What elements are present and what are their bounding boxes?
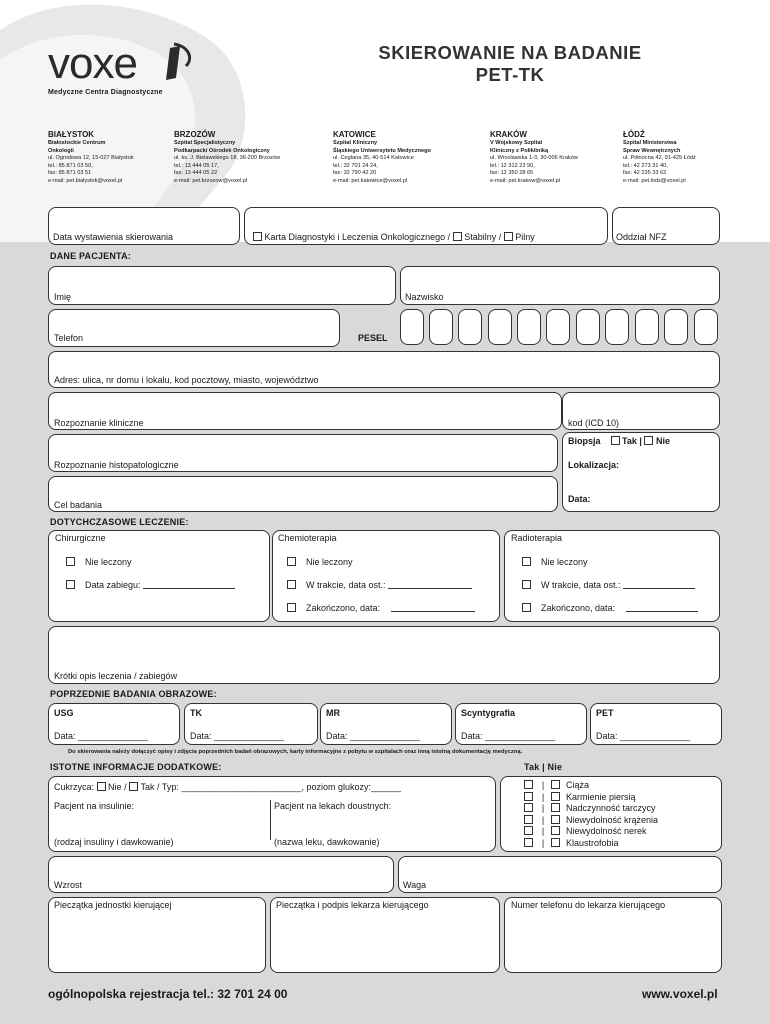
radio-title: Radioterapia [511,533,563,543]
card-options [253,232,535,242]
voxel-logo [48,40,198,88]
institution-line: Szpital Kliniczny [333,140,378,146]
address-line: ul. Ceglana 35, 40-514 Katowice [333,155,414,162]
location-lodz [623,130,733,186]
institution-line: Onkologii [48,147,74,154]
condition-no-checkbox[interactable] [551,780,560,789]
separator: / [124,782,127,792]
radio-ongoing-line[interactable] [623,580,695,589]
email-line: e-mail: pet.bialystok@voxel.pl [48,177,123,184]
option-label: Nie leczony [85,557,132,567]
imaging-note: Do skierowania należy dołączyć opisy i zdjęcia poprzednich badań obrazowych, karty informacyjne z pobytu w szpitalach oraz inną istotną dokumentację medyczną. [68,749,523,755]
city-name: BIAŁYSTOK [48,130,95,139]
fax-line: fax: 32 790 42 20 [333,170,377,177]
condition-label: Karmienie piersią [566,792,636,802]
tagline: Medyczne Centra Diagnostyczne [48,89,163,96]
diabetes-no-label: Nie [108,782,122,792]
oral-meds-hint: (nazwa leku, dawkowanie) [274,837,380,847]
stable-checkbox[interactable] [453,232,462,241]
institution-line: Śląskiego Uniwersytetu Medycznego [333,147,431,154]
condition-yes-checkbox[interactable] [524,780,533,789]
biopsy-date-label: Data: [568,494,591,504]
phone-line: tel.: 32 701 24 24, [333,162,378,169]
surgery-title: Chirurgiczne [55,533,106,543]
biopsy-yes-checkbox[interactable] [611,436,620,445]
condition-no-checkbox[interactable] [551,803,560,812]
biopsy-row [568,436,670,446]
location-krakow [490,130,640,186]
chemo-finished-row [287,603,475,613]
condition-yes-checkbox[interactable] [524,815,533,824]
fax-line: fax: 13 444 05 22 [174,170,218,177]
scintigraphy-label: Scyntygrafia [461,708,516,718]
stable-label: Stabilny [464,232,497,242]
condition-label: Nadczynność tarczycy [566,803,656,813]
exam-goal-field[interactable] [48,476,558,512]
biopsy-yes-label: Tak [622,436,637,446]
radio-ongoing-row [522,580,695,590]
document-title [330,42,690,86]
condition-row: | Niewydolność nerek [524,826,647,837]
height-field[interactable] [48,856,394,893]
pesel-digit[interactable] [635,309,659,345]
location-katowice [333,130,483,186]
biopsy-no-checkbox[interactable] [644,436,653,445]
doctor-phone-label: Numer telefonu do lekarza kierującego [511,900,666,910]
pesel-digit[interactable] [546,309,570,345]
pesel-digit[interactable] [664,309,688,345]
address-line: ul. Północna 42, 91-425 Łódź [623,155,696,162]
tk-label: TK [190,708,202,718]
pesel-digit[interactable] [517,309,541,345]
fax-line: fax: 42 235 33 62 [623,170,667,177]
svg-text:voxe: voxe [48,40,137,88]
email-line: e-mail: pet.katowice@voxel.pl [333,177,408,184]
last-name-label: Nazwisko [405,292,444,302]
histopathology-label: Rozpoznanie histopatologiczne [54,460,179,470]
address-line: ul. ks. J. Bielawskiego 18, 36-200 Brzozów [174,155,281,162]
yes-no-header: Tak | Nie [524,762,563,772]
pesel-label: PESEL [358,333,388,343]
surgery-date-line[interactable] [143,580,235,589]
chemo-ongoing-line[interactable] [388,580,472,589]
treatment-summary-label: Krótki opis leczenia / zabiegów [54,671,178,681]
insulin-hint: (rodzaj insuliny i dawkowanie) [54,837,174,847]
website-link[interactable]: www.voxel.pl [642,987,718,1001]
surgery-date-checkbox[interactable] [66,580,75,589]
divider [270,800,271,840]
title-line-1: SKIEROWANIE NA BADANIE [378,42,642,63]
mr-label: MR [326,708,340,718]
radio-not-treated-checkbox[interactable] [522,557,531,566]
condition-no-checkbox[interactable] [551,826,560,835]
location-brzozow [174,130,324,186]
city-name: BRZOZÓW [174,130,216,139]
institution-line: Szpital Specjalistyczny [174,140,236,146]
weight-field[interactable] [398,856,722,893]
phone-line: tel.: 13 444 05 17, [174,162,219,169]
radio-ongoing-checkbox[interactable] [522,580,531,589]
separator: | [639,436,642,446]
surgery-date-row [66,580,235,590]
email-line: e-mail: pet.lodz@voxel.pl [623,177,686,184]
scintigraphy-date: Data: ______________ [461,731,556,741]
pesel-digit[interactable] [576,309,600,345]
institution-line: Szpital Ministerstwa [623,140,677,146]
pesel-digit[interactable] [458,309,482,345]
icd-code-label: kod (ICD 10) [568,418,620,428]
title-line-2: PET-TK [475,64,545,85]
condition-yes-checkbox[interactable] [524,826,533,835]
biopsy-location-label: Lokalizacja: [568,460,620,470]
oral-meds-label: Pacjent na lekach doustnych: [274,801,392,811]
urgent-checkbox[interactable] [504,232,513,241]
fax-line: fax: 12 350 28 65 [490,170,534,177]
registration-phone: ogólnopolska rejestracja tel.: 32 701 24 00 [48,987,288,1001]
institution-line: Kliniczny z Polikliniką [490,147,549,154]
pesel-digit[interactable] [605,309,629,345]
unit-stamp-label: Pieczątka jednostki kierującej [54,900,172,910]
condition-row: | Karmienie piersią [524,792,636,803]
radio-finished-line[interactable] [626,603,698,612]
pesel-digit[interactable] [429,309,453,345]
diabetes-type-line[interactable]: / Typ: ________________________, poziom glukozy:______ [156,782,402,792]
radio-finished-checkbox[interactable] [522,603,531,612]
clinical-diagnosis-label: Rozpoznanie kliniczne [54,418,144,428]
insulin-label: Pacjent na insulinie: [54,801,135,811]
weight-label: Waga [403,880,427,890]
first-name-label: Imię [54,292,72,302]
condition-no-checkbox[interactable] [551,792,560,801]
institution-line: Podkarpacki Ośrodek Onkologiczny [174,147,270,154]
biopsy-label: Biopsja [568,436,601,446]
surgery-not-treated-row [66,557,132,567]
condition-row: | Nadczynność tarczycy [524,803,656,814]
option-label: Data zabiegu: [85,580,141,590]
pesel-digit[interactable] [488,309,512,345]
exam-goal-label: Cel badania [54,500,103,510]
condition-yes-checkbox[interactable] [524,792,533,801]
last-name-field[interactable] [400,266,720,305]
biopsy-no-label: Nie [655,436,670,446]
card-label: Karta Diagnostyki i Leczenia Onkologicznego [264,232,446,242]
option-label: Nie leczony [541,557,588,567]
chemo-finished-checkbox[interactable] [287,603,296,612]
condition-row: | Ciąża [524,780,589,791]
chemo-ongoing-row [287,580,472,590]
doctor-stamp-label: Pieczątka i podpis lekarza kierującego [276,900,429,910]
address-line: ul. Wrocławska 1-3, 30-006 Kraków [490,155,578,162]
radio-finished-row [522,603,698,613]
tk-date: Data: ______________ [190,731,285,741]
option-label: W trakcie, data ost.: [541,580,621,590]
phone-field[interactable] [48,309,340,347]
city-name: ŁÓDŹ [623,130,645,139]
mr-date: Data: ______________ [326,731,421,741]
phone-label: Telefon [54,333,84,343]
condition-label: Niewydolność krążenia [566,815,659,825]
radio-not-treated-row [522,557,588,567]
chemo-not-treated-checkbox[interactable] [287,557,296,566]
height-label: Wzrost [54,880,82,890]
patient-section-title: DANE PACJENTA: [50,251,131,261]
first-name-field[interactable] [48,266,396,305]
chemo-not-treated-row [287,557,353,567]
phone-line: tel.: 12 312 23 90, [490,162,535,169]
nfz-label: Oddział NFZ [616,232,667,242]
fax-line: fax: 85 871 03 51 [48,170,92,177]
chemo-ongoing-checkbox[interactable] [287,580,296,589]
condition-yes-checkbox[interactable] [524,803,533,812]
condition-yes-checkbox[interactable] [524,838,533,847]
condition-no-checkbox[interactable] [551,838,560,847]
separator: / [498,232,502,242]
diabetes-yes-checkbox[interactable] [129,782,138,791]
chemo-title: Chemioterapia [278,533,337,543]
email-line: e-mail: pet.brzozow@voxel.pl [174,177,248,184]
option-label: Nie leczony [306,557,353,567]
condition-label: Ciąża [566,780,590,790]
condition-row: | Klaustrofobia [524,838,619,849]
phone-line: tel.: 85 871 03 50, [48,162,93,169]
chemo-finished-line[interactable] [391,603,475,612]
condition-no-checkbox[interactable] [551,815,560,824]
urgent-label: Pilny [515,232,535,242]
surgery-box [48,530,270,622]
diabetes-yes-label: Tak [140,782,155,792]
surgery-not-treated-checkbox[interactable] [66,557,75,566]
city-name: KRAKÓW [490,130,527,139]
condition-row: | Niewydolność krążenia [524,815,658,826]
pet-date: Data: ______________ [596,731,691,741]
usg-date: Data: ______________ [54,731,149,741]
pet-label: PET [596,708,614,718]
pesel-digit[interactable] [400,309,424,345]
option-label: Zakończono, data: [306,603,381,613]
condition-label: Klaustrofobia [566,838,619,848]
address-label: Adres: ulica, nr domu i lokalu, kod pocztowy, miasto, województwo [54,375,319,385]
city-name: KATOWICE [333,130,376,139]
imaging-section-title: POPRZEDNIE BADANIA OBRAZOWE: [50,689,217,699]
institution-line: Spraw Wewnętrznych [623,147,681,154]
email-line: e-mail: pet.krakow@voxel.pl [490,177,561,184]
institution-line: V Wojskowy Szpital [490,140,543,146]
institution-line: Białostockie Centrum [48,140,106,146]
option-label: W trakcie, data ost.: [306,580,386,590]
condition-label: Niewydolność nerek [566,826,647,836]
phone-line: tel.: 42 273 31 40, [623,162,668,169]
diabetes-label: Cukrzyca: [54,782,95,792]
diabetes-row [54,782,401,792]
additional-section-title: ISTOTNE INFORMACJE DODATKOWE: [50,762,222,772]
usg-label: USG [54,708,74,718]
card-checkbox[interactable] [253,232,262,241]
treatment-section-title: DOTYCHCZASOWE LECZENIE: [50,517,189,527]
separator: / [447,232,451,242]
option-label: Zakończono, data: [541,603,616,613]
issue-date-label: Data wystawienia skierowania [53,232,174,242]
pesel-digit[interactable] [694,309,718,345]
address-line: ul. Ogrodowa 12, 15-027 Białystok [48,155,134,162]
diabetes-no-checkbox[interactable] [97,782,106,791]
